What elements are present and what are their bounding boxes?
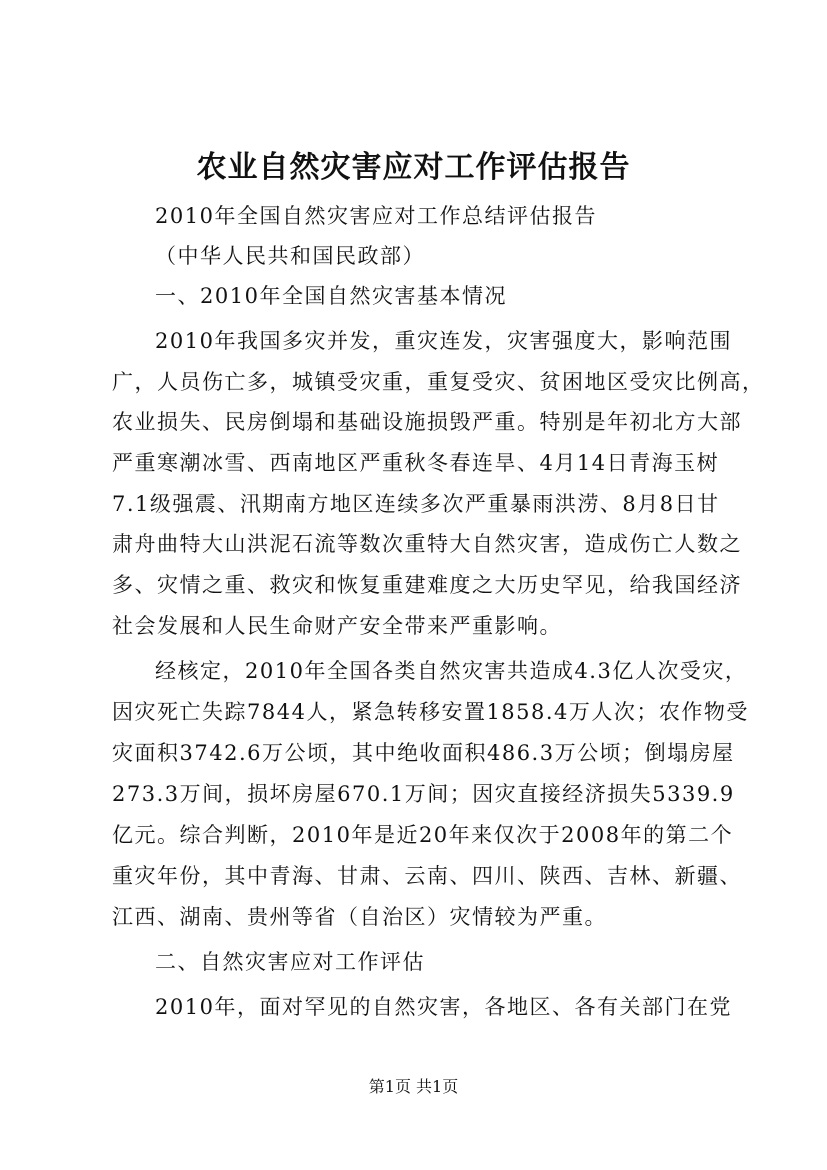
section-heading-1: 一、2010年全国自然灾害基本情况 [155, 284, 507, 308]
paragraph-line: 多、灾情之重、救灾和恢复重建难度之大历史罕见，给我国经济 [112, 573, 742, 597]
paragraph-line: 2010年，面对罕见的自然灾害，各地区、各有关部门在党 [155, 995, 732, 1019]
publisher-line: （中华人民共和国民政部） [155, 244, 425, 268]
page-number: 第1页 共1页 [368, 1077, 459, 1096]
paragraph-line: 因灾死亡失踪7844人，紧急转移安置1858.4万人次；农作物受 [112, 700, 749, 724]
paragraph-line: 江西、湖南、贵州等省（自治区）灾情较为严重。 [112, 905, 607, 929]
subtitle-line: 2010年全国自然灾害应对工作总结评估报告 [155, 204, 597, 228]
paragraph-line: 严重寒潮冰雪、西南地区严重秋冬春连旱、4月14日青海玉树 [112, 451, 720, 475]
paragraph-line: 广，人员伤亡多，城镇受灾重，重复受灾、贫困地区受灾比例高， [112, 370, 765, 394]
paragraph-line: 重灾年份，其中青海、甘肃、云南、四川、陕西、吉林、新疆、 [112, 864, 742, 888]
paragraph-line: 经核定，2010年全国各类自然灾害共造成4.3亿人次受灾， [155, 659, 748, 683]
paragraph-line: 农业损失、民房倒塌和基础设施损毁严重。特别是年初北方大部 [112, 410, 742, 434]
paragraph-line: 273.3万间，损坏房屋670.1万间；因灾直接经济损失5339.9 [112, 782, 735, 806]
paragraph-line: 2010年我国多灾并发，重灾连发，灾害强度大，影响范围 [155, 329, 732, 353]
paragraph-line: 肃舟曲特大山洪泥石流等数次重特大自然灾害，造成伤亡人数之 [112, 532, 742, 556]
paragraph-line: 社会发展和人民生命财产安全带来严重影响。 [112, 614, 562, 638]
paragraph-line: 灾面积3742.6万公顷，其中绝收面积486.3万公顷；倒塌房屋 [112, 741, 735, 765]
paragraph-line: 亿元。综合判断，2010年是近20年来仅次于2008年的第二个 [112, 823, 734, 847]
paragraph-line: 7.1级强震、汛期南方地区连续多次严重暴雨洪涝、8月8日甘 [112, 492, 720, 516]
section-heading-2: 二、自然灾害应对工作评估 [155, 950, 425, 974]
document-title: 农业自然灾害应对工作评估报告 [196, 150, 631, 185]
